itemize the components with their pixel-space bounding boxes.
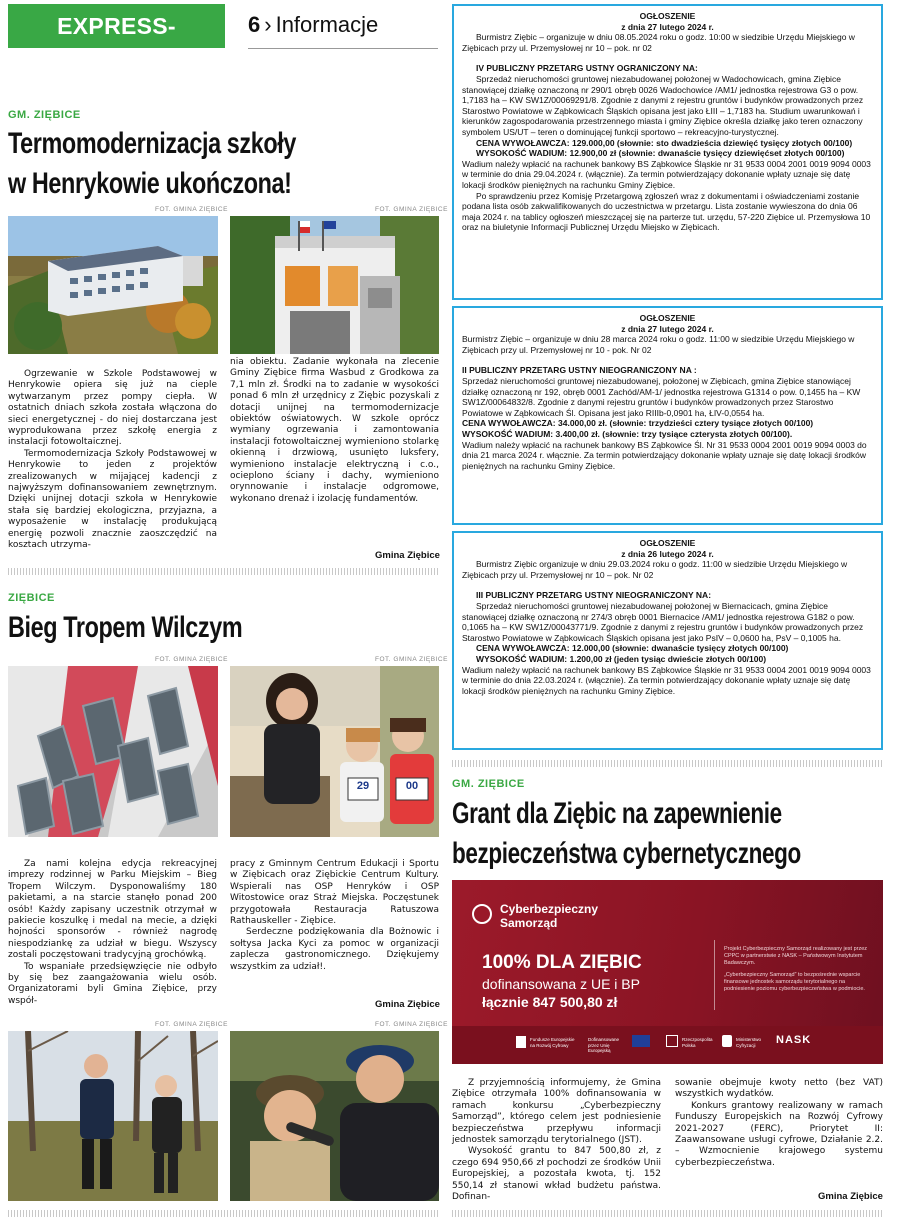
emblem-icon	[666, 1035, 678, 1047]
photo-credit: FOT. GMINA ZIĘBICE	[375, 206, 448, 213]
banner-side-text: Projekt Cyberbezpieczny Samorząd realizowany jest przez CPPC w partnerstwie z NASK – Państwowym Instytutem Badawczym. „Cyberbezpieczny Samorząd” to bezpośrednie wsparcie finansowe jednostek samorządu terytorialnego na podniesienie poziomu cyberbezpieczeństwa w podmiocie.	[724, 946, 868, 992]
article3-kicker: GM. ZIĘBICE	[452, 778, 525, 790]
notice-tender-iv: OGŁOSZENIE z dnia 27 lutego 2024 r. Burmistrz Ziębic – organizuje w dniu 08.05.2024 roku o godz. 10:00 w siedzibie Urzędu Miejskiego w Ziębicach przy ul. Przemysłowej nr 10 – pok. nr 02 IV PUBLICZNY PRZETARG USTNY OGRANICZONY NA: Sprzedaż nieruchomości gruntowej niezabudowanej położonej w Wadochowicach, gmina Ziębice stanowiącej działkę oznaczoną nr 290/1 obręb 0026 Wadochowice /AM1/ jednostka rejestrowa G3 o pow. 1,7183 ha – KW SW1Z/00069291/8. Zgodnie z danymi z rejestru gruntów i budynków prowadzonych przez Starostwo Powiatowe w Ząbkowicach Śląskich opisana jest jako ŁIII – 1,7183 ha. Studium uwarunkowań i kierunków zagospodarowania przestrzennego miasta i gminy Ziębice określa działkę jako teren oznaczony symbolem US/UT – teren o dominującej funkcji sportowo – rekreacyjno-turystycznej. CENA WYWOŁAWCZA: 129.000,00 (słownie: sto dwadzieścia dziewięć tysięcy złotych 00/100) WYSOKOŚĆ WADIUM: 12.900,00 zł (słownie: dwanaście tysięcy dziewięćset złotych 00/100) Wadium należy wpłacić na rachunek bankowy BS Ząbkowice Śląskie nr 31 9533 0004 2001 0019 9094 0003 w terminie do dnia 29.04.2024 r. (włącznie). Za termin potwierdzający dokonanie wpłaty uznaje się datę lokacji środków pieniężnych na rachunku Gminy Ziębice. Po sprawdzeniu przez Komisję Przetargową zgłoszeń wraz z dokumentami i oświadczeniami zostanie podana lista osób zakwalifikowanych do uczestnictwa w przetargu. Lista zostanie wywieszona do dnia 06 maja 2024 r. na tablicy ogłoszeń mieszczącej się na parterze tut. urzędu, 57-220 Ziębice ul. Przemysłowa 10 oraz na biuletynie Informacji Publicznej Urzędu Miejsko w Ziębicach.	[452, 4, 883, 300]
article3-column2: sowanie obejmuje kwoty netto (bez VAT) wszystkich wydatków. Konkurs grantowy realizowany w ramach Funduszy Europejskich na Rozwój Cyfrowy 2021-2027 (FERC), Priorytet II: Zaawansowane usługi cyfrowe, Działanie 2.2. – Wzmocnienie krajowego systemu cyberbezpieczeństwa.	[675, 1078, 883, 1168]
banner-amount: łącznie 847 500,80 zł	[482, 994, 618, 1010]
article1-column1: Ogrzewanie w Szkole Podstawowej w Henrykowie opiera się już na cieple wytwarzanym przez pompy ciepła. W ostatnich dniach szkoła została włączona do sieci energetycznej - do niej dostarczana jest wyprodukowana przez szkołę energia z instalacji fotowoltaicznej. Termomodernizacja Szkoły Podstawowej w Henrykowie to jeden z projektów zrealizowanych w mijającej kadencji z najwyższym dofinansowaniem zewnętrznym. Dzięki unijnej dotacji szkoła w Henrykowie stała się bardziej ekologiczna, przyjazna, a wyposażenie w instalację produkującą energię pozwoli znacznie zaoszczędzić na kosztach utrzyma-	[8, 369, 217, 551]
logo-label: Rzeczpospolita Polska	[682, 1037, 713, 1048]
logo-label: Dofinansowane przez Unię Europejską	[588, 1037, 620, 1053]
photo-credit: FOT. GMINA ZIĘBICE	[155, 656, 228, 663]
header-rule	[248, 48, 438, 49]
photo-credit: FOT. GMINA ZIĘBICE	[155, 1021, 228, 1028]
divider	[8, 1210, 439, 1217]
race-registration-photo	[230, 666, 439, 837]
fe-logo-icon	[516, 1036, 526, 1048]
banner-brand: Cyberbezpieczny Samorząd	[500, 902, 599, 930]
divider	[452, 1210, 883, 1217]
school-aerial-photo	[8, 216, 218, 354]
eagle-icon	[722, 1035, 732, 1047]
school-entrance-photo	[230, 216, 439, 354]
interview-photo	[230, 1031, 439, 1201]
notice-tender-iii: OGŁOSZENIE z dnia 26 lutego 2024 r. Burmistrz Ziębic organizuje w dniu 29.03.2024 roku o godz. 11:00 w siedzibie Urzędu Miejskiego w Ziębicach przy ul. Przemysłowej nr 10 – pok. Nr 02 III PUBLICZNY PRZETARG USTNY NIEOGRANICZONY NA: Sprzedaż nieruchomości gruntowej niezabudowanej położonej w Biernacicach, gmina Ziębice stanowiącej działkę oznaczoną nr 274/3 obręb 0001 Biernacice /AM1/ jednostka rejestrowa G182 o pow. 0,1065 ha – KW SW1Z/00043771/9. Zgodnie z danymi z rejestru gruntów i budynków prowadzonych przez Starostwo Powiatowe w Ząbkowicach Śląskich opisana jest jako PsIV – 0,0600 ha, PsV – 0,1005 ha. CENA WYWOŁAWCZA: 12.000,00 (słownie: dwanaście tysięcy złotych 00/100) WYSOKOŚĆ WADIUM: 1.200,00 zł (jeden tysiąc dwieście złotych 00/100) Wadium należy wpłacić na rachunek bankowy BS Ząbkowice Śląskie nr 31 9533 0004 2001 0019 9094 0003 w terminie do dnia 22.03.2024 r. (włącznie). Za termin potwierdzający dokonanie wpłaty uznaje się datę lokacji środków pieniężnych na rachunku Gminy Ziębice.	[452, 531, 883, 750]
park-speakers-photo	[8, 1031, 218, 1201]
page-number: 6	[248, 12, 261, 37]
photo-credit: FOT. GMINA ZIĘBICE	[375, 656, 448, 663]
divider	[8, 568, 439, 575]
article2-signature: Gmina Ziębice	[375, 999, 440, 1010]
eu-flag-icon	[632, 1035, 650, 1047]
photo-credit: FOT. GMINA ZIĘBICE	[155, 206, 228, 213]
notice-tender-ii: OGŁOSZENIE z dnia 27 lutego 2024 r. Burmistrz Ziębic – organizuje w dniu 28 marca 2024 roku o godz. 11:00 w siedzibie Urzędu Miejskiego w Ziębicach przy ul. Przemysłowej nr 10 - pok. Nr 02 II PUBLICZNY PRZETARG USTNY NIEOGRANICZONY NA : Sprzedaż nieruchomości gruntowej niezabudowanej, położonej w Ziębicach, gmina Ziębice stanowiącej działkę oznaczoną nr 192, obręb 0001 Zachód/AM-1/ jednostka rejestrowa G1314 o pow. 0,1455 ha – KW SW1Z/00064832/8. Zgodnie z danymi rejestru gruntów i budynków prowadzonych przez Starostwo Powiatowe w Ząbkowicach Śl. Opisana jest jako RIIIb-0,0901 ha, ŁIV-0,0554 ha. CENA WYWOŁAWCZA: 34.000,00 zł. (słownie: trzydzieści cztery tysiące złotych 00/100) WYSOKOŚĆ WADIUM: 3.400,00 zł. (słownie: trzy tysiące czterysta złotych 00/100). Wadium należy wpłacić na rachunek bankowy BS Ząbkowice Śl. Nr 31 9533 0004 2001 0019 9094 0003 do dnia 21 marca 2024 r. włącznie. Za termin potwierdzający dokonanie wpłaty uznaje się datę lokacji środków pieniężnych na rachunku Gminy Ziębice.	[452, 306, 883, 525]
banner-separator	[714, 940, 715, 1010]
article3-column1: Z przyjemnością informujemy, że Gmina Ziębice otrzymała 100% dofinansowania w ramach konkursu „Cyberbezpieczny Samorząd”, którego celem jest podniesienie bezpieczeństwa przepływu informacji jednostek samorządu terytorialnego (JST). Wysokość grantu to 847 500,80 zł, z czego 694 950,66 zł pochodzi ze środków Unii Europejskiej, a pozostała kwota, tj. 152 550,14 zł stanowi wkład budżetu państwa. Dofinan-	[452, 1078, 661, 1203]
article3-title: Grant dla Ziębic na zapewnienie bezpieczeństwa cybernetycznego	[452, 797, 801, 870]
article1-kicker: GM. ZIĘBICE	[8, 109, 81, 121]
logo-label: Fundusze Europejskie na Rozwój Cyfrowy	[530, 1037, 575, 1048]
article2-column1: Za nami kolejna edycja rekreacyjnej imprezy rodzinnej w Parku Miejskim – Bieg Tropem Wilczym. Dysponowaliśmy 180 pakietami, a na starcie stanęło ponad 200 osób! Każdy zapisany uczestnik otrzymał w pakiecie koszulkę i medal na mecie, a dzięki hojności sponsorów - również nagrodę niespodziankę za udział w biegu. Wszyscy zostali poczęstowani tradycyjną grochówką. To wspaniałe przedsięwzięcie nie odbyło by się bez zaangażowania wielu osób. Organizatorami byli Gmina Ziębice, przy współ-	[8, 859, 217, 1006]
article1-title: Termomodernizacja szkoły w Henrykowie ukończona!	[8, 127, 297, 200]
article3-signature: Gmina Ziębice	[818, 1191, 883, 1202]
divider	[452, 760, 883, 767]
bib-number: 00	[405, 780, 419, 792]
article1-column2: nia obiektu. Zadanie wykonała na zlecenie Gminy Ziębice firma Wasbud z Grodkowa za 7,1 mln zł. Środki na to zadanie w wysokości ponad 6 mln zł urzędnicy z Ziębic pozyskali z dotacji unijnej na termomodernizacje obiektów oświatowych. W szkole oprócz wymiany ogrzewania i zamontowania instalacji fotowoltaicznej wymieniono stolarkę okienną i drzwiową, usunięto luksfery, wymieniono instalacje elektryczną i c.o., ocieplono ściany i dachy, wymieniono orynnowanie i instalacje odgromowe, wykonano drenaż i izolację fundamentów.	[230, 357, 439, 504]
article2-kicker: ZIĘBICE	[8, 592, 55, 604]
cyber-grant-banner	[452, 880, 883, 1064]
nask-logo: NASK	[776, 1034, 812, 1046]
chevron-right-icon: ›	[264, 12, 272, 37]
banner-subline: dofinansowana z UE i BP	[482, 976, 640, 992]
logo-label: Ministerstwo Cyfryzacji	[736, 1037, 762, 1048]
shield-icon	[472, 904, 492, 924]
article2-title: Bieg Tropem Wilczym	[8, 611, 243, 644]
page-header	[248, 12, 378, 38]
article1-signature: Gmina Ziębice	[375, 550, 440, 561]
section-name: Informacje	[275, 12, 379, 37]
article2-column2: pracy z Gminnym Centrum Edukacji i Sportu w Ziębicach oraz Ziębickie Centrum Kultury. Wspierali nas OSP Henryków i OSP Witostowice oraz Straż Miejska. Poczęstunek przygotowała Restauracja Ratuszowa Rathauskeller - Ziębice. Serdeczne podziękowania dla Bożnowic i sołtysa Jacka Kyci za pomoc w organizacji zaplecza gastronomicznego. Dziękujemy wszystkim za udział!.	[230, 859, 439, 972]
banner-headline: 100% DLA ZIĘBIC	[482, 952, 642, 973]
site-logo[interactable]: EXPRESS-MIEJSKI.PL	[8, 4, 225, 48]
medals-photo	[8, 666, 218, 837]
photo-credit: FOT. GMINA ZIĘBICE	[375, 1021, 448, 1028]
bib-number: 29	[356, 780, 370, 792]
